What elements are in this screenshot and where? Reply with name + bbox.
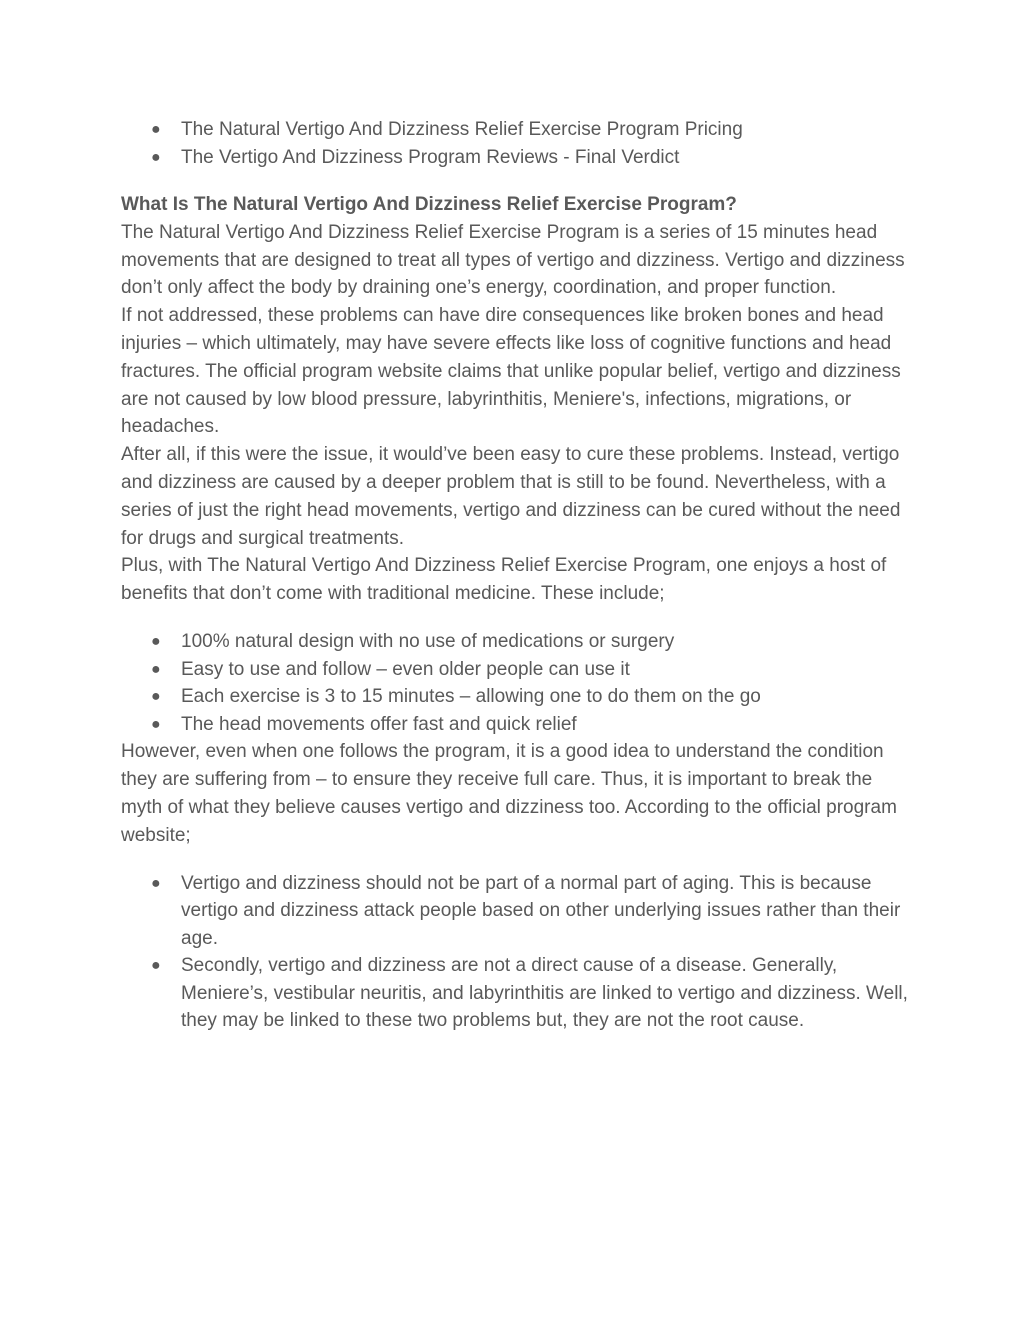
list-item-text: 100% natural design with no use of medications or surgery (181, 630, 675, 652)
list-item-text: Easy to use and follow – even older people can use it (181, 658, 630, 680)
paragraph: The Natural Vertigo And Dizziness Relief Exercise Program is a series of 15 minutes head movements that are designed to treat all types of vertigo and dizziness. Vertigo and dizziness don’t only affect the body by draining one’s energy, coordination, and proper function. (121, 221, 905, 299)
list-item (121, 870, 911, 953)
bullet-icon: ● (151, 957, 161, 975)
section-heading: What Is The Natural Vertigo And Dizziness Relief Exercise Program? (121, 194, 737, 216)
benefits-list (121, 628, 911, 738)
document-page (121, 116, 911, 1035)
paragraph: However, even when one follows the program, it is a good idea to understand the condition they are suffering from – to ensure they receive full care. Thus, it is important to break the myth of what they believe causes vertigo and dizziness too. According to the official program website; (121, 741, 897, 846)
bullet-icon: ● (151, 688, 161, 706)
bullet-icon: ● (151, 121, 161, 138)
list-item-text: The Natural Vertigo And Dizziness Relief Exercise Program Pricing (181, 119, 743, 140)
list-item (121, 711, 911, 739)
list-item-text: The head movements offer fast and quick relief (181, 713, 577, 735)
list-item (121, 144, 911, 172)
list-item (121, 952, 911, 1035)
paragraph: After all, if this were the issue, it would’ve been easy to cure these problems. Instead, vertigo and dizziness are caused by a deeper problem that is still to be found. Nevertheless, with a series of just the right head movements, vertigo and dizziness can be cured without the need for drugs and surgical treatments. (121, 444, 901, 549)
bullet-icon: ● (151, 715, 161, 733)
list-item-text: Each exercise is 3 to 15 minutes – allowing one to do them on the go (181, 686, 761, 708)
intro-list (121, 116, 911, 171)
list-item-text: Vertigo and dizziness should not be part of a normal part of aging. This is because vertigo and dizziness attack people based on other underlying issues rather than their age. (181, 872, 901, 949)
paragraph: If not addressed, these problems can have dire consequences like broken bones and head injuries – which ultimately, may have severe effects like loss of cognitive functions and head fractures. The official program website claims that unlike popular belief, vertigo and dizziness are not caused by low blood pressure, labyrinthitis, Meniere's, infections, migrations, or headaches. (121, 305, 901, 438)
bullet-icon: ● (151, 660, 161, 678)
myths-list (121, 870, 911, 1036)
bullet-icon: ● (151, 632, 161, 650)
paragraph: Plus, with The Natural Vertigo And Dizziness Relief Exercise Program, one enjoys a host of benefits that don’t come with traditional medicine. These include; (121, 555, 887, 605)
list-item-text: The Vertigo And Dizziness Program Reviews - Final Verdict (181, 146, 680, 168)
bullet-icon: ● (151, 148, 161, 166)
bullet-icon: ● (151, 874, 161, 892)
list-item (121, 628, 911, 656)
list-item-text: Secondly, vertigo and dizziness are not a direct cause of a disease. Generally, Meniere’s, vestibular neuritis, and labyrinthitis are linked to vertigo and dizziness. Well, they may be linked to these two problems but, they are not the root cause. (181, 955, 908, 1032)
list-item (121, 683, 911, 711)
list-item (121, 116, 911, 144)
list-item (121, 656, 911, 684)
